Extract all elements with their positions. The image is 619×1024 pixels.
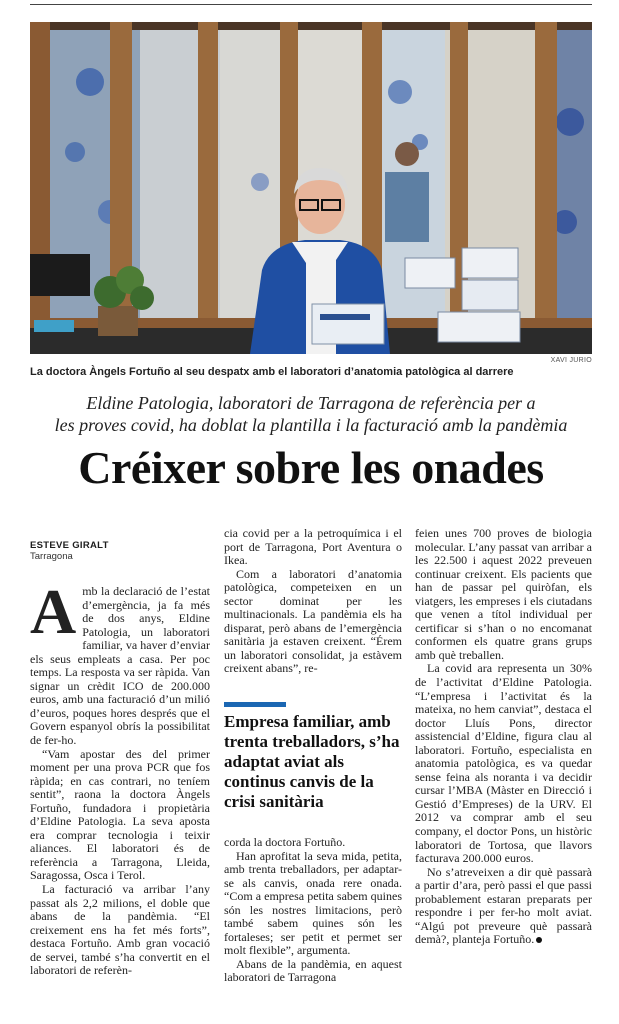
column-2-bottom bbox=[224, 836, 402, 985]
subtitle-line-2: les proves covid, ha doblat la plantilla i la facturació amb la pandèmia bbox=[54, 415, 568, 435]
top-rule bbox=[30, 4, 592, 5]
column-1 bbox=[30, 576, 210, 978]
paragraph-1 bbox=[30, 576, 210, 748]
paragraph-11-text: No s’atreveixen a dir què passarà a partir d’ara, però passi el que passi probablement estaran preparats per respondre i per fer-ho molt aviat. “Algú pot preveure què passarà demà?, planteja Fortuño. bbox=[415, 864, 592, 947]
photo-credit: XAVI JURIO bbox=[550, 357, 592, 364]
article-photo bbox=[30, 22, 592, 354]
paragraph-5: Com a laboratori d’anatomia patològica, competeixen en un sector dominat per les multinacionals. La pandèmia els ha disparat, però abans de l’emergència sanitària ja estaven creixent. “Érem un laboratori consolidat, ja estàvem creixent abans”, re- bbox=[224, 566, 402, 676]
column-2-top bbox=[224, 527, 402, 676]
drop-cap: A bbox=[30, 576, 77, 647]
paragraph-11 bbox=[415, 866, 592, 947]
paragraph-3: La facturació va arribar l’any passat als 2,2 milions, el doble que abans de la pandèmia. “El creixement ens ha fet més forts”, destaca Fortuño. Amb gran vocació de servei, també s’ha convertit en el laboratori de referèn- bbox=[30, 882, 210, 978]
paragraph-1-text: mb la declaració de l’estat d’emergència, ja fa més de dos anys, Eldine Patologia, un laboratori familiar, va haver d’enviar els seus empleats a casa. Per poc temps. La resposta va ser ràpida. Van signar un crèdit ICO de 200.000 euros, amb una facturació d’un milió d’euros, poques hores després que el Govern espanyol obrís la possibilitat de fer-ho. bbox=[30, 584, 210, 748]
pullquote: Empresa familiar, amb trenta treballadors, s’ha adaptat aviat als continus canvis de la crisi sanitària bbox=[224, 712, 400, 811]
subtitle-line-1: Eldine Patologia, laboratori de Tarragona de referència per a bbox=[86, 393, 536, 413]
paragraph-6: corda la doctora Fortuño. bbox=[224, 835, 346, 849]
pullquote-rule bbox=[224, 702, 286, 707]
photo-caption: La doctora Àngels Fortuño al seu despatx amb el laboratori d’anatomia patològica al darrere bbox=[30, 366, 514, 378]
paragraph-7: Han aprofitat la seva mida, petita, amb trenta treballadors, per adaptar-se als canvis, onada rere onada. “Com a empresa petita sabem quines són les nostres limitacions, però també sabem quines són les fortaleses; ser petit et permet ser molt flexible”, argumenta. bbox=[224, 848, 402, 958]
paragraph-2: “Vam apostar des del primer moment per una prova PCR que fos ràpida; en cas contrari, no teníem sentit”, raona la doctora Àngels Fortuño, fundadora i propietària d’Eldine Patologia. La seva aposta era comprar tecnologia i teixir aliances. El laboratori és de referència a Tarragona, Lleida, Saragossa, Osca i Terol. bbox=[30, 746, 210, 883]
article-headline: Créixer sobre les onades bbox=[78, 442, 544, 493]
article-subtitle bbox=[30, 392, 592, 436]
column-3 bbox=[415, 527, 592, 947]
author-name: ESTEVE GIRALT bbox=[30, 540, 109, 551]
paragraph-4: cia covid per a la petroquímica i el port de Tarragona, Port Aventura o Ikea. bbox=[224, 526, 402, 568]
paragraph-9: feien unes 700 proves de biologia molecular. L’any passat van arribar a les 22.500 i aquest 2022 preveuen continuar creixent. Els pacients que han de passar pel quiròfan, els viatgers, les empreses i els ciutadans que venen a títol individual per certificar si s’han o no encomanat conformen els quatre grans grups amb què treballen. bbox=[415, 526, 592, 662]
author-location: Tarragona bbox=[30, 551, 73, 562]
paragraph-8: Abans de la pandèmia, en aquest laboratori de Tarragona bbox=[224, 956, 402, 985]
paragraph-10: La covid ara representa un 30% de l’activitat d’Eldine Patologia. “L’empresa i l’activitat és la mateixa, no hem canviat”, destaca el doctor Lluís Pons, director assistencial d’Eldine, figura clau al laboratori. Fortuño, especialista en anatomia patològica, es va quedar sense feina als noranta i va decidir cursar l’MBA (Màster en Direcció i Gestió d’Empreses) de la URV. El 2012 va comprar amb el seu company, el doctor Pons, un històric laboratori de Tortosa, que llavors facturava 200.000 euros. bbox=[415, 661, 592, 866]
end-mark-icon bbox=[536, 937, 542, 943]
photo-illustration bbox=[30, 22, 592, 354]
